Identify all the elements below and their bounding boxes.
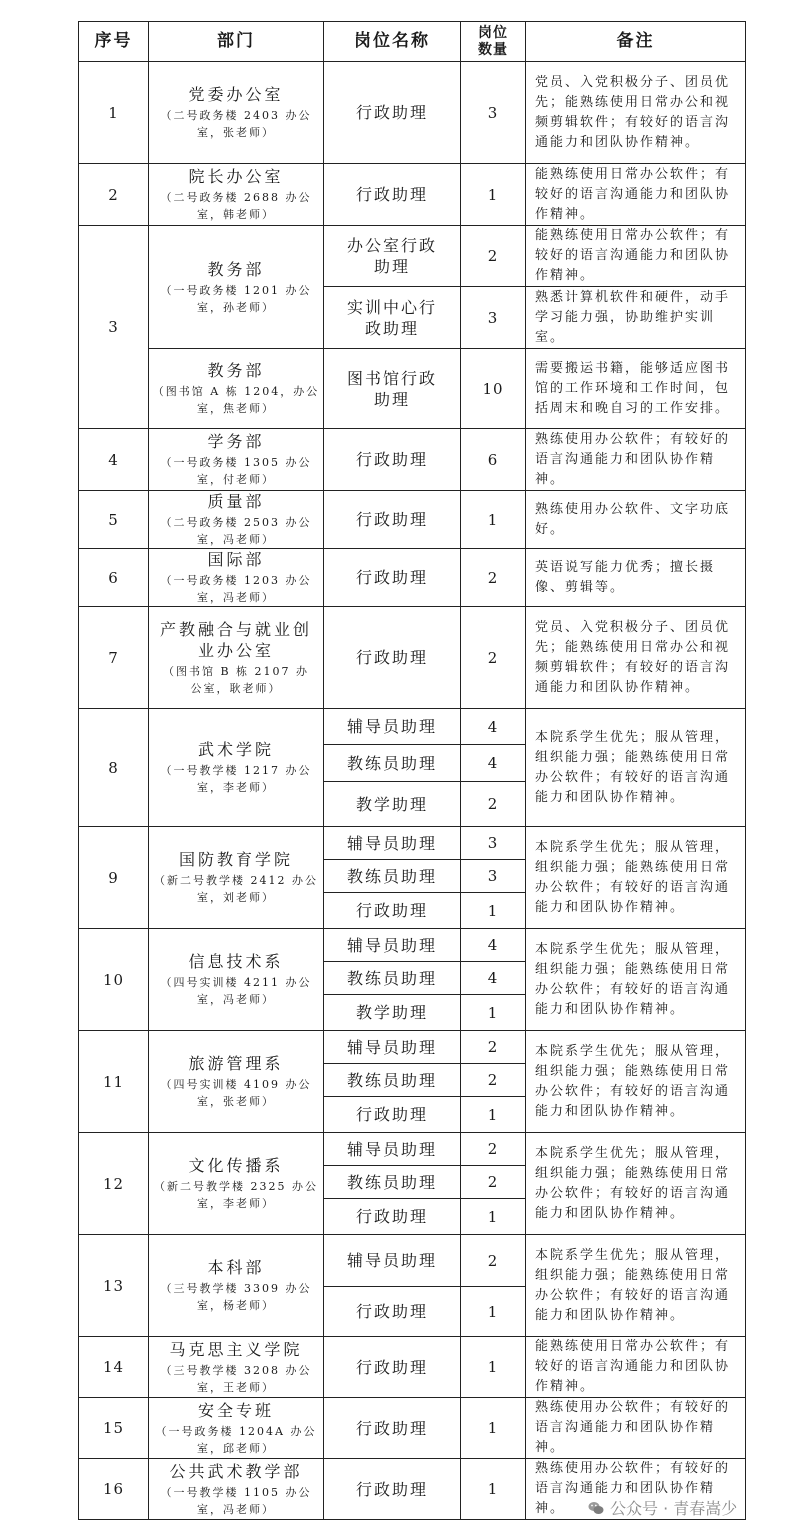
dept-location: （图书馆 A 栋 1204，办公室，焦老师） (152, 385, 320, 415)
watermark (588, 1496, 737, 1519)
row-qty: 2 (461, 1235, 526, 1287)
row-qty: 2 (461, 1031, 526, 1064)
dept-name: 院长办公室 (188, 167, 284, 186)
dept-location: （一号政务楼 1305 办公室，付老师） (160, 456, 312, 486)
row-position: 教练员助理 (324, 1166, 461, 1199)
row-position: 行政助理 (324, 1097, 461, 1133)
row-qty: 2 (461, 226, 526, 287)
row-dept (149, 429, 324, 491)
dept-location: （图书馆 B 栋 2107 办公室，耿老师） (162, 664, 310, 695)
dept-name: 产教融合与就业创业办公室 (159, 619, 312, 660)
table-header-row (79, 22, 746, 62)
row-position: 行政助理 (324, 164, 461, 226)
row-note: 能熟练使用日常办公软件；有较好的语言沟通能力和团队协作精神。 (526, 164, 746, 226)
dept-name: 本科部 (207, 1258, 265, 1277)
dept-name: 旅游管理系 (188, 1054, 284, 1073)
row-seq: 11 (79, 1031, 149, 1133)
row-position: 教练员助理 (324, 962, 461, 995)
row-qty: 2 (461, 1133, 526, 1166)
row-qty: 1 (461, 1287, 526, 1337)
dept-name: 国防教育学院 (178, 850, 293, 869)
row-dept (149, 827, 324, 929)
row-position: 实训中心行政助理 (324, 287, 461, 349)
row-qty: 3 (461, 287, 526, 349)
table-row (79, 1031, 746, 1064)
row-position: 教练员助理 (324, 745, 461, 782)
row-note: 党员、入党积极分子、团员优先；能熟练使用日常办公和视频剪辑软件；有较好的语言沟通能力和团队协作精神。 (526, 62, 746, 164)
row-seq: 14 (79, 1337, 149, 1398)
row-note: 熟练使用办公软件；有较好的语言沟通能力和团队协作精神。 (526, 1398, 746, 1459)
dept-location: （一号教学楼 1217 办公室，李老师） (160, 764, 312, 794)
row-qty: 1 (461, 1459, 526, 1520)
table-row (79, 1337, 746, 1398)
row-qty: 1 (461, 1337, 526, 1398)
dept-location: （二号政务楼 2503 办公室，冯老师） (160, 516, 312, 546)
row-qty: 1 (461, 1199, 526, 1235)
row-seq: 13 (79, 1235, 149, 1337)
row-position: 行政助理 (324, 549, 461, 607)
row-position: 行政助理 (324, 607, 461, 709)
row-position: 行政助理 (324, 491, 461, 549)
row-seq: 9 (79, 827, 149, 929)
position-table (78, 21, 746, 1520)
dept-location: （一号教学楼 1105 办公室，冯老师） (160, 1485, 312, 1516)
row-dept (149, 1031, 324, 1133)
row-position: 行政助理 (324, 1287, 461, 1337)
row-position: 行政助理 (324, 1398, 461, 1459)
row-position: 图书馆行政助理 (324, 349, 461, 429)
row-position: 辅导员助理 (324, 827, 461, 860)
dept-name: 党委办公室 (188, 85, 284, 104)
row-seq: 4 (79, 429, 149, 491)
dept-name: 安全专班 (197, 1400, 274, 1420)
dept-name: 质量部 (207, 492, 265, 511)
row-note: 熟练使用办公软件；有较好的语言沟通能力和团队协作精神。 (526, 1459, 746, 1520)
row-qty: 1 (461, 893, 526, 929)
row-dept (149, 164, 324, 226)
row-qty: 1 (461, 1398, 526, 1459)
dept-location: （二号政务楼 2403 办公室，张老师） (160, 109, 312, 139)
row-note: 熟练使用办公软件；有较好的语言沟通能力和团队协作精神。 (526, 429, 746, 491)
row-qty: 4 (461, 745, 526, 782)
row-note: 熟悉计算机软件和硬件，动手学习能力强，协助维护实训室。 (526, 287, 746, 349)
row-qty: 4 (461, 962, 526, 995)
table-row (79, 491, 746, 549)
dept-name: 教务部 (207, 361, 265, 380)
row-qty: 4 (461, 709, 526, 745)
row-seq: 16 (79, 1459, 149, 1520)
dept-name: 马克思主义学院 (169, 1339, 303, 1359)
row-position: 教学助理 (324, 782, 461, 827)
row-dept (149, 1337, 324, 1398)
row-dept (149, 929, 324, 1031)
dept-location: （一号政务楼 1203 办公室，冯老师） (160, 574, 312, 604)
row-qty: 3 (461, 62, 526, 164)
dept-location: （三号教学楼 3309 办公室，杨老师） (160, 1282, 312, 1312)
row-dept (149, 607, 324, 709)
row-qty: 2 (461, 549, 526, 607)
row-dept (149, 62, 324, 164)
watermark-text: 公众号 · 青春嵩少 (610, 1499, 738, 1518)
row-seq: 15 (79, 1398, 149, 1459)
header-position: 岗位名称 (324, 22, 461, 62)
row-qty: 6 (461, 429, 526, 491)
table-row (79, 709, 746, 745)
row-note: 能熟练使用日常办公软件；有较好的语言沟通能力和团队协作精神。 (526, 226, 746, 287)
table-row (79, 349, 746, 429)
table-row (79, 929, 746, 962)
row-note: 党员、入党积极分子、团员优先；能熟练使用日常办公和视频剪辑软件；有较好的语言沟通能力和团队协作精神。 (526, 607, 746, 709)
dept-location: （四号实训楼 4109 办公室，张老师） (160, 1078, 312, 1108)
row-position: 辅导员助理 (324, 929, 461, 962)
row-note: 本院系学生优先；服从管理，组织能力强；能熟练使用日常办公软件；有较好的语言沟通能力和团队协作精神。 (526, 1031, 746, 1133)
row-seq: 12 (79, 1133, 149, 1235)
row-qty: 1 (461, 491, 526, 549)
row-qty: 4 (461, 929, 526, 962)
row-note: 英语说写能力优秀；擅长摄像、剪辑等。 (526, 549, 746, 607)
row-note: 本院系学生优先；服从管理，组织能力强；能熟练使用日常办公软件；有较好的语言沟通能力和团队协作精神。 (526, 929, 746, 1031)
row-dept (149, 226, 324, 349)
dept-name: 文化传播系 (188, 1156, 284, 1175)
row-dept (149, 349, 324, 429)
table-row (79, 164, 746, 226)
row-position: 教练员助理 (324, 860, 461, 893)
row-position: 辅导员助理 (324, 709, 461, 745)
row-qty: 1 (461, 995, 526, 1031)
dept-location: （新二号教学楼 2412 办公室，刘老师） (154, 874, 318, 904)
row-seq: 1 (79, 62, 149, 164)
row-qty: 2 (461, 607, 526, 709)
row-note: 熟练使用办公软件、文字功底好。 (526, 491, 746, 549)
row-seq: 3 (79, 226, 149, 429)
header-qty-line1: 岗位 (478, 24, 508, 41)
row-dept (149, 491, 324, 549)
row-dept (149, 709, 324, 827)
table-row (79, 549, 746, 607)
row-qty: 3 (461, 860, 526, 893)
row-note: 本院系学生优先；服从管理，组织能力强；能熟练使用日常办公软件；有较好的语言沟通能力和团队协作精神。 (526, 709, 746, 827)
row-dept (149, 1235, 324, 1337)
dept-name: 国际部 (207, 550, 265, 569)
table-row (79, 429, 746, 491)
table-row (79, 1235, 746, 1287)
row-seq: 6 (79, 549, 149, 607)
dept-name: 武术学院 (197, 740, 274, 759)
row-qty: 1 (461, 164, 526, 226)
dept-name: 信息技术系 (188, 952, 284, 971)
row-position: 辅导员助理 (324, 1031, 461, 1064)
row-position: 教学助理 (324, 995, 461, 1031)
row-dept (149, 549, 324, 607)
row-seq: 7 (79, 607, 149, 709)
table-row (79, 827, 746, 860)
dept-name: 教务部 (207, 259, 265, 279)
row-position: 行政助理 (324, 1199, 461, 1235)
header-dept: 部门 (149, 22, 324, 62)
dept-location: （三号教学楼 3208 办公室，王老师） (160, 1363, 312, 1394)
table-row (79, 226, 746, 287)
row-note: 能熟练使用日常办公软件；有较好的语言沟通能力和团队协作精神。 (526, 1337, 746, 1398)
row-position: 行政助理 (324, 62, 461, 164)
row-dept (149, 1459, 324, 1520)
row-note: 本院系学生优先；服从管理，组织能力强；能熟练使用日常办公软件；有较好的语言沟通能力和团队协作精神。 (526, 1133, 746, 1235)
row-dept (149, 1398, 324, 1459)
row-position: 行政助理 (324, 429, 461, 491)
row-position: 行政助理 (324, 1459, 461, 1520)
table-row (79, 62, 746, 164)
row-dept (149, 1133, 324, 1235)
row-position: 行政助理 (324, 1337, 461, 1398)
dept-location: （二号政务楼 2688 办公室，韩老师） (160, 191, 312, 221)
row-position: 辅导员助理 (324, 1133, 461, 1166)
row-position: 辅导员助理 (324, 1235, 461, 1287)
dept-location: （新二号教学楼 2325 办公室，李老师） (154, 1180, 318, 1210)
dept-location: （一号政务楼 1201 办公室，孙老师） (160, 283, 312, 314)
row-seq: 10 (79, 929, 149, 1031)
row-qty: 3 (461, 827, 526, 860)
wechat-icon (588, 1500, 604, 1516)
row-position: 行政助理 (324, 893, 461, 929)
row-qty: 2 (461, 1064, 526, 1097)
row-note: 本院系学生优先；服从管理，组织能力强；能熟练使用日常办公软件；有较好的语言沟通能力和团队协作精神。 (526, 827, 746, 929)
row-note: 需要搬运书籍，能够适应图书馆的工作环境和工作时间，包括周末和晚自习的工作安排。 (526, 349, 746, 429)
row-qty: 1 (461, 1097, 526, 1133)
dept-name: 学务部 (207, 432, 265, 451)
row-qty: 2 (461, 782, 526, 827)
row-position: 教练员助理 (324, 1064, 461, 1097)
dept-location: （一号政务楼 1204A 办公室，邱老师） (155, 1424, 317, 1455)
row-position: 办公室行政助理 (324, 226, 461, 287)
row-seq: 2 (79, 164, 149, 226)
row-qty: 2 (461, 1166, 526, 1199)
dept-location: （四号实训楼 4211 办公室，冯老师） (160, 976, 312, 1006)
position-table-sheet (78, 21, 745, 1520)
table-row (79, 1398, 746, 1459)
row-seq: 8 (79, 709, 149, 827)
header-seq: 序号 (79, 22, 149, 62)
header-qty-line2: 数量 (478, 41, 508, 58)
dept-name: 公共武术教学部 (169, 1461, 303, 1481)
row-seq: 5 (79, 491, 149, 549)
table-row (79, 1133, 746, 1166)
table-row (79, 607, 746, 709)
row-qty: 10 (461, 349, 526, 429)
header-note: 备注 (526, 22, 746, 62)
row-note: 本院系学生优先；服从管理，组织能力强；能熟练使用日常办公软件；有较好的语言沟通能力和团队协作精神。 (526, 1235, 746, 1337)
header-qty (461, 22, 526, 62)
